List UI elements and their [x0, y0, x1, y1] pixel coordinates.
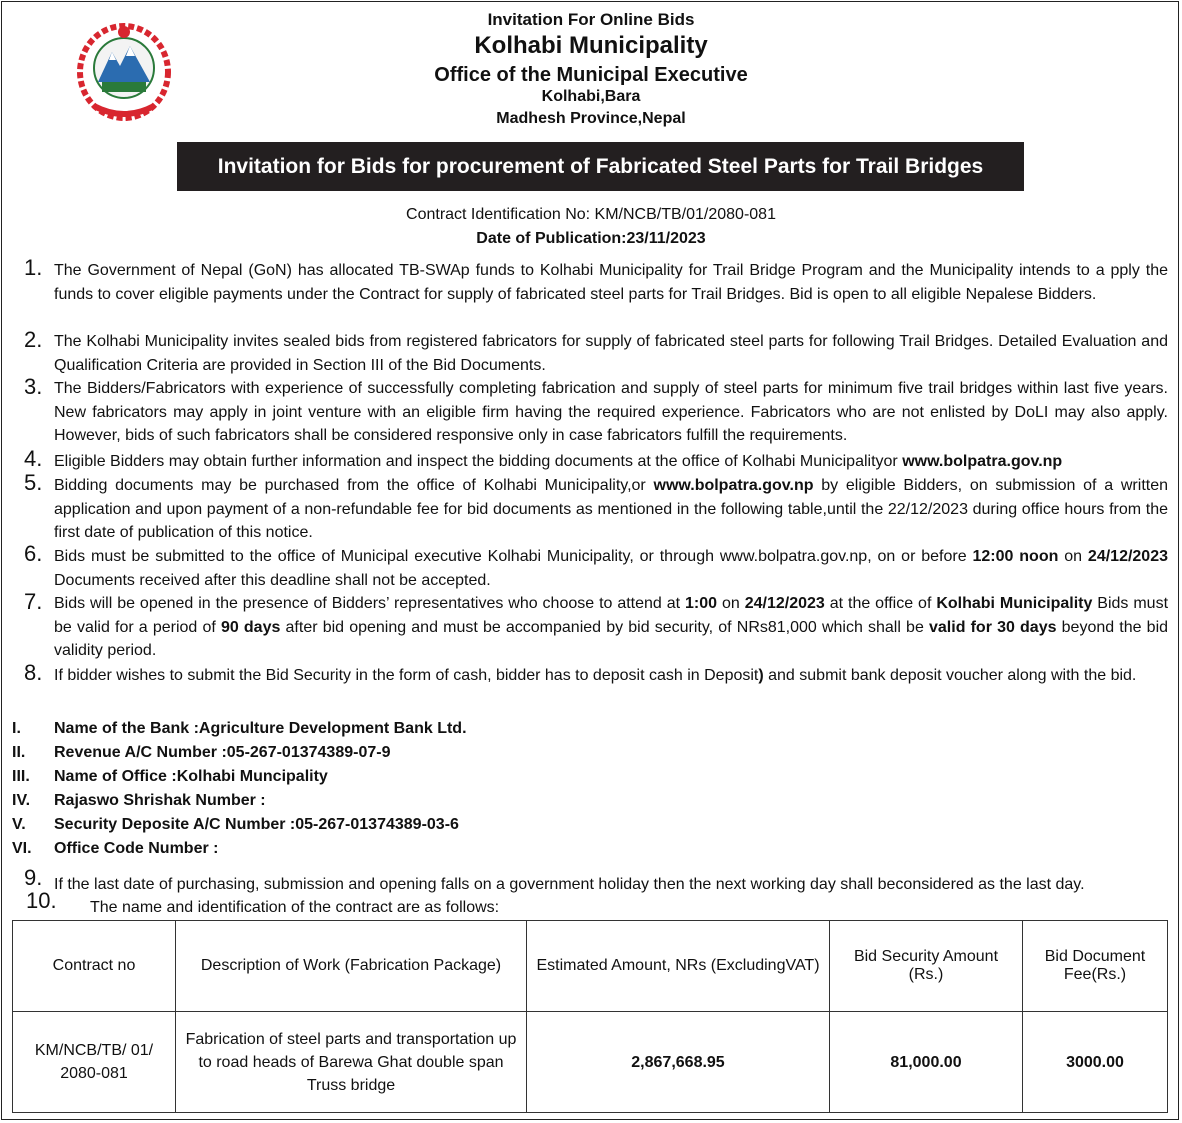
roman-numeral: III. — [12, 768, 30, 785]
p8-text-b: and submit bank deposit voucher along with the bid. — [763, 667, 1137, 684]
publication-date: Date of Publication:23/11/2023 — [476, 230, 706, 247]
p6-text-c: Documents received after this deadline shall not be accepted. — [54, 571, 491, 589]
paragraph-3: The Bidders/Fabricators with experience of successfully completing fabrication and supply of steel parts for minimum five trail bridges within last five years. New fabricators may apply in joint venture with an eligible firm having the required experience. Fabricators who are not enlisted by DoLI may also apply. However, bids of such fabricators shall be considered responsive only in case fabricators fulfill the requirements. — [54, 380, 1168, 444]
validity-days: 90 days — [220, 618, 281, 636]
province: Madhesh Province,Nepal — [496, 110, 686, 127]
cell-contract-no: KM/NCB/TB/ 01/ 2080-081 — [13, 1012, 176, 1113]
bank-name: Name of the Bank :Agriculture Development Bank Ltd. — [54, 720, 467, 737]
col-estimated-amount: Estimated Amount, NRs (ExcludingVAT) — [527, 921, 830, 1012]
col-document-fee: Bid Document Fee(Rs.) — [1023, 921, 1168, 1012]
p6-text-b: on — [1058, 548, 1088, 565]
item-number: 6. — [24, 541, 43, 566]
office-name: Office of the Municipal Executive — [434, 64, 748, 86]
paragraph-7 — [54, 592, 1168, 663]
p6-text-a: Bids must be submitted to the office of Municipal executive Kolhabi Municipality, or through www.bolpatra.gov.np, on or before — [54, 548, 973, 565]
municipality-name: Kolhabi Municipality — [474, 32, 708, 59]
submission-time: 12:00 noon — [972, 548, 1059, 565]
paragraph-5 — [54, 474, 1168, 545]
paragraph-1: The Government of Nepal (GoN) has allocated TB-SWAp funds to Kolhabi Municipality for Trail Bridge Program and the Municipality intends to a pply the funds to cover eligible payments under the Contract for supply of fabricated steel parts for Trail Bridges. Bid is open to all eligible Nepalese Bidders. — [54, 262, 1168, 303]
p7-text-a: Bids will be opened in the presence of Bidders’ representatives who choose to attend at — [54, 595, 686, 612]
location: Kolhabi,Bara — [541, 88, 641, 105]
p7-text-b: on — [717, 595, 745, 612]
p7-text-e: after bid opening and must be accompanied by bid security, of NRs81,000 which shall be — [280, 618, 929, 636]
p8-paren: ) — [758, 667, 764, 684]
p5-text-a: Bidding documents may be purchased from the office of Kolhabi Municipality,or — [54, 477, 654, 494]
col-description: Description of Work (Fabrication Package) — [176, 921, 527, 1012]
opening-time: 1:00 — [685, 595, 718, 612]
roman-numeral: V. — [12, 816, 26, 833]
cell-document-fee: 3000.00 — [1023, 1012, 1168, 1113]
table-header-row — [13, 921, 1168, 1012]
title-banner: Invitation for Bids for procurement of Fabricated Steel Parts for Trail Bridges — [177, 142, 1024, 191]
office-name-item: Name of Office :Kolhabi Muncipality — [54, 768, 328, 785]
invitation-heading: Invitation For Online Bids — [487, 10, 695, 29]
cell-description: Fabrication of steel parts and transportation up to road heads of Barewa Ghat double span Truss bridge — [176, 1012, 527, 1113]
p7-text-f: beyond the bid validity period. — [54, 618, 1169, 659]
table-row — [13, 1012, 1168, 1113]
bolpatra-link[interactable]: www.bolpatra.gov.np — [902, 453, 1063, 470]
cell-estimated-amount: 2,867,668.95 — [527, 1012, 830, 1113]
roman-numeral: IV. — [12, 792, 31, 809]
roman-numeral: VI. — [12, 840, 32, 857]
office-code: Office Code Number : — [54, 840, 219, 857]
bolpatra-link[interactable]: www.bolpatra.gov.np — [653, 477, 814, 494]
roman-numeral: I. — [12, 720, 21, 737]
paragraph-2: The Kolhabi Municipality invites sealed bids from registered fabricators for supply of fabricated steel parts for following Trail Bridges. Detailed Evaluation and Qualification Criteria are provided in Section III of the Bid Documents. — [54, 333, 1168, 374]
paragraph-10: The name and identification of the contract are as follows: — [90, 899, 500, 916]
item-number: 10. — [26, 888, 57, 913]
paragraph-6 — [54, 545, 1168, 592]
opening-office: Kolhabi Municipality — [936, 595, 1093, 612]
submission-date: 24/12/2023 — [1087, 548, 1168, 565]
roman-numeral: II. — [12, 744, 26, 761]
security-account: Security Deposite A/C Number :05-267-01374389-03-6 — [54, 816, 459, 833]
item-number: 4. — [24, 446, 43, 471]
col-contract-no: Contract no — [13, 921, 176, 1012]
p7-text-d: Bids must be valid for a period of — [54, 595, 1169, 636]
item-number: 7. — [24, 589, 43, 614]
paragraph-9: If the last date of purchasing, submission and opening falls on a government holiday then the next working day shall beconsidered as the last day. — [54, 876, 1085, 893]
rajaswo-number: Rajaswo Shrishak Number : — [54, 792, 266, 809]
contract-identification: Contract Identification No: KM/NCB/TB/01/2080-081 — [406, 206, 776, 223]
item-number: 3. — [24, 374, 43, 399]
p5-text-b: by eligible Bidders, on submission of a written application and upon payment of a non-refundable fee for bid documents as mentioned in the following table,until the 22/12/2023 during office hours from the first date of publication of this notice. — [54, 477, 1169, 541]
opening-date: 24/12/2023 — [744, 595, 825, 612]
p8-text-a: If bidder wishes to submit the Bid Security in the form of cash, bidder has to deposit cash in Deposit — [54, 667, 759, 684]
item-number: 1. — [24, 255, 43, 280]
item-number: 9. — [24, 865, 43, 890]
p7-text-c: at the office of — [824, 595, 937, 612]
security-validity: valid for 30 days — [929, 618, 1057, 636]
item-number: 8. — [24, 660, 43, 685]
paragraph-8 — [54, 664, 1168, 688]
contract-table — [12, 920, 1168, 1113]
p4-text: Eligible Bidders may obtain further information and inspect the bidding documents at the office of Kolhabi Municipalityor — [54, 453, 903, 470]
revenue-account: Revenue A/C Number :05-267-01374389-07-9 — [54, 744, 391, 761]
col-bid-security: Bid Security Amount (Rs.) — [830, 921, 1023, 1012]
cell-bid-security: 81,000.00 — [830, 1012, 1023, 1113]
item-number: 2. — [24, 327, 43, 352]
item-number: 5. — [24, 470, 43, 495]
paragraph-4 — [54, 450, 1168, 474]
